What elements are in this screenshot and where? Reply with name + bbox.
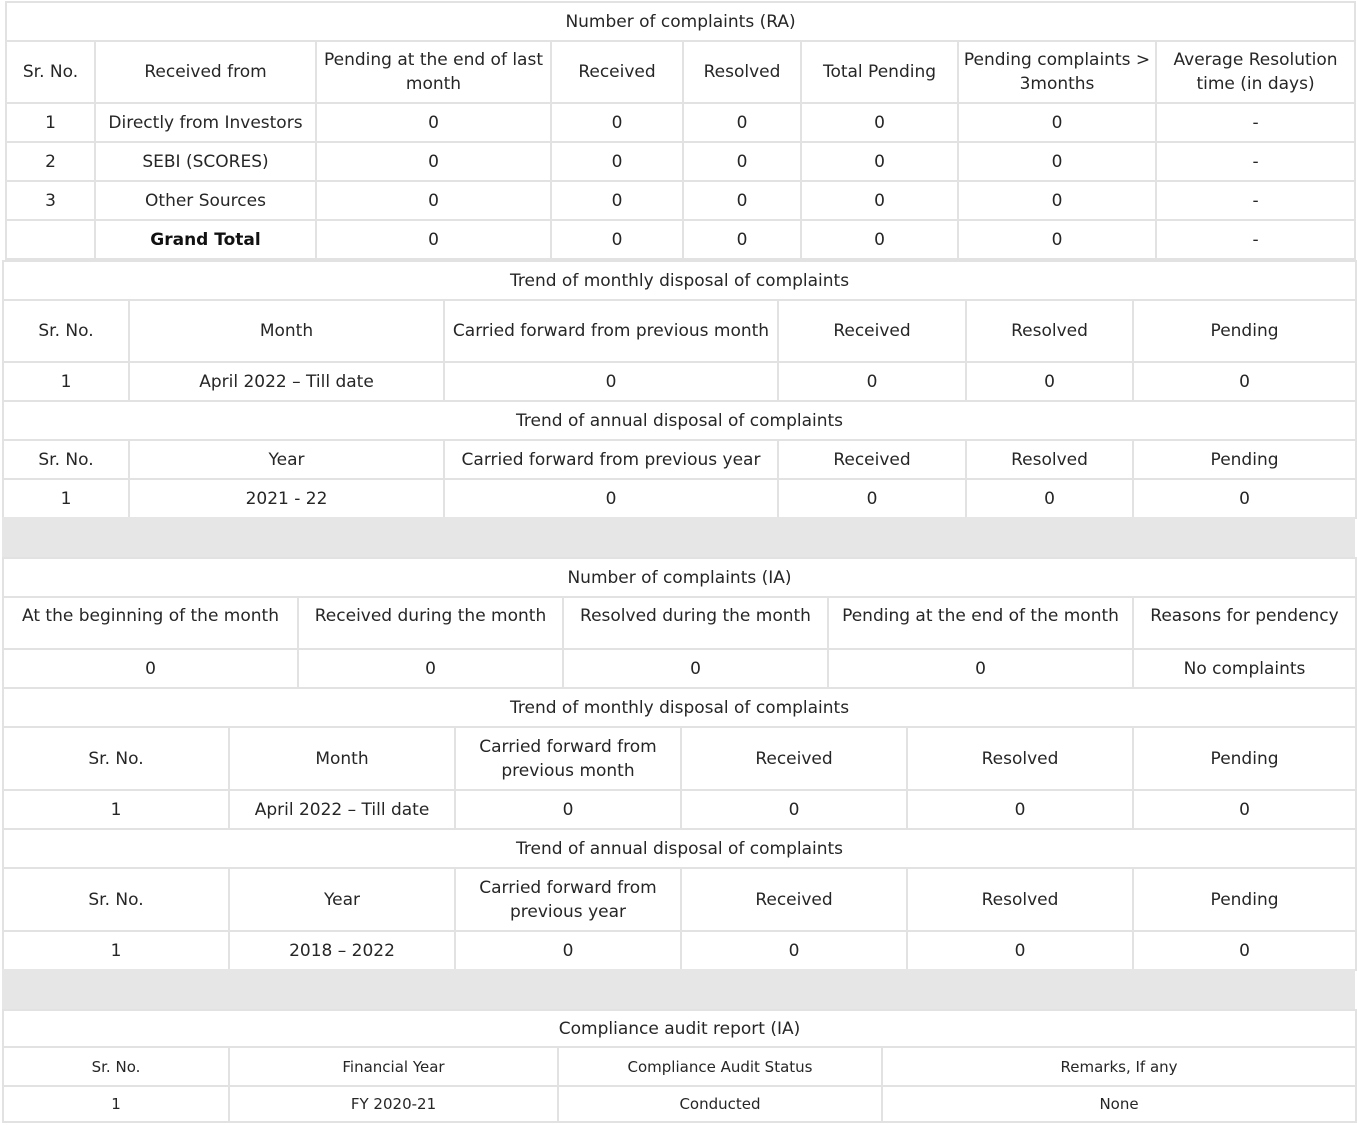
ra-annual-title: Trend of annual disposal of complaints (3, 401, 1356, 440)
audit-report-table (2, 1009, 1357, 1123)
table-cell: Conducted (558, 1086, 882, 1122)
table-cell: 0 (551, 142, 683, 181)
table-cell: 0 (1133, 362, 1356, 401)
table-cell: 1 (3, 362, 129, 401)
table-row (3, 479, 1356, 518)
table-row (3, 649, 1356, 688)
ra-monthly-title: Trend of monthly disposal of complaints (3, 261, 1356, 300)
col-header: Compliance Audit Status (558, 1047, 882, 1086)
ia-complaints-table (2, 557, 1357, 689)
col-header: Resolved (966, 440, 1133, 479)
ra-table-title: Number of complaints (RA) (6, 2, 1355, 41)
section-divider (2, 517, 1355, 557)
col-header: Carried forward from previous year (444, 440, 778, 479)
table-cell: 0 (681, 790, 907, 829)
table-cell: 0 (958, 142, 1156, 181)
table-cell: 0 (551, 220, 683, 259)
col-header: Received (778, 300, 966, 362)
col-header: Month (229, 727, 455, 790)
col-header: Received from (95, 41, 316, 103)
col-header: Total Pending (801, 41, 958, 103)
table-cell: 1 (3, 790, 229, 829)
col-header: Pending complaints > 3months (958, 41, 1156, 103)
col-header: Year (129, 440, 444, 479)
col-header: Sr. No. (3, 300, 129, 362)
table-cell: None (882, 1086, 1356, 1122)
table-cell: 0 (683, 181, 801, 220)
table-cell: - (1156, 142, 1355, 181)
table-cell: 2018 – 2022 (229, 931, 455, 970)
table-cell: 0 (778, 362, 966, 401)
col-header: Pending (1133, 868, 1356, 931)
col-header: Pending at the end of last month (316, 41, 551, 103)
ra-annual-header-row (3, 440, 1356, 479)
ia-monthly-header-row (3, 727, 1356, 790)
table-cell: 0 (316, 142, 551, 181)
col-header: Remarks, If any (882, 1047, 1356, 1086)
col-header: At the beginning of the month (3, 597, 298, 649)
col-header: Received during the month (298, 597, 563, 649)
col-header: Resolved (966, 300, 1133, 362)
table-cell: 0 (801, 220, 958, 259)
col-header: Carried forward from previous month (455, 727, 681, 790)
table-cell: Directly from Investors (95, 103, 316, 142)
col-header: Month (129, 300, 444, 362)
table-cell: - (1156, 103, 1355, 142)
table-cell: 0 (681, 931, 907, 970)
ra-header-row (6, 41, 1355, 103)
col-header: Received (778, 440, 966, 479)
col-header: Sr. No. (6, 41, 95, 103)
table-cell: 0 (298, 649, 563, 688)
col-header: Sr. No. (3, 727, 229, 790)
col-header: Carried forward from previous month (444, 300, 778, 362)
table-cell: 0 (778, 479, 966, 518)
table-row (3, 790, 1356, 829)
col-header: Received (551, 41, 683, 103)
table-cell: 0 (801, 181, 958, 220)
audit-table-title: Compliance audit report (IA) (3, 1010, 1356, 1047)
table-cell: 0 (828, 649, 1133, 688)
table-cell: 0 (683, 103, 801, 142)
col-header: Resolved (683, 41, 801, 103)
table-cell: 0 (316, 220, 551, 259)
table-cell: 0 (683, 220, 801, 259)
ia-monthly-title: Trend of monthly disposal of complaints (3, 688, 1356, 727)
table-cell: 0 (966, 362, 1133, 401)
table-cell: - (1156, 181, 1355, 220)
col-header: Pending (1133, 300, 1356, 362)
table-cell: 0 (966, 479, 1133, 518)
col-header: Pending (1133, 727, 1356, 790)
table-cell: 2 (6, 142, 95, 181)
table-cell: 0 (316, 103, 551, 142)
col-header: Resolved during the month (563, 597, 828, 649)
table-cell: 0 (444, 479, 778, 518)
table-cell: 0 (3, 649, 298, 688)
ia-header-row (3, 597, 1356, 649)
table-cell: 0 (958, 181, 1156, 220)
col-header: Received (681, 727, 907, 790)
col-header: Received (681, 868, 907, 931)
table-cell: 0 (683, 142, 801, 181)
table-cell: 0 (551, 103, 683, 142)
grand-total-row (6, 220, 1355, 259)
table-cell: 1 (3, 931, 229, 970)
table-row (6, 142, 1355, 181)
col-header: Sr. No. (3, 1047, 229, 1086)
audit-header-row (3, 1047, 1356, 1086)
table-cell: April 2022 – Till date (229, 790, 455, 829)
table-cell: 0 (563, 649, 828, 688)
grand-total-label: Grand Total (95, 220, 316, 259)
table-cell: 0 (316, 181, 551, 220)
table-cell: 0 (958, 220, 1156, 259)
table-cell: No complaints (1133, 649, 1356, 688)
table-cell: 0 (801, 142, 958, 181)
table-cell: April 2022 – Till date (129, 362, 444, 401)
ia-annual-title: Trend of annual disposal of complaints (3, 829, 1356, 868)
table-cell: 0 (907, 931, 1133, 970)
col-header: Pending (1133, 440, 1356, 479)
ia-trend-table (2, 687, 1357, 971)
table-cell: 1 (6, 103, 95, 142)
table-cell: 0 (1133, 790, 1356, 829)
table-cell: FY 2020-21 (229, 1086, 558, 1122)
col-header: Pending at the end of the month (828, 597, 1133, 649)
table-cell: 0 (1133, 479, 1356, 518)
col-header: Sr. No. (3, 868, 229, 931)
ra-monthly-header-row (3, 300, 1356, 362)
ia-annual-header-row (3, 868, 1356, 931)
table-row (6, 181, 1355, 220)
col-header: Year (229, 868, 455, 931)
table-cell: 2021 - 22 (129, 479, 444, 518)
table-cell: 3 (6, 181, 95, 220)
col-header: Resolved (907, 727, 1133, 790)
table-cell: 1 (3, 1086, 229, 1122)
table-cell: 0 (551, 181, 683, 220)
table-cell: 0 (801, 103, 958, 142)
table-cell: Other Sources (95, 181, 316, 220)
table-cell: SEBI (SCORES) (95, 142, 316, 181)
table-cell: 0 (455, 790, 681, 829)
table-row (3, 1086, 1356, 1122)
ra-complaints-table (5, 1, 1356, 260)
col-header: Reasons for pendency (1133, 597, 1356, 649)
table-cell: 1 (3, 479, 129, 518)
col-header: Carried forward from previous year (455, 868, 681, 931)
table-row (3, 362, 1356, 401)
table-row (6, 103, 1355, 142)
col-header: Resolved (907, 868, 1133, 931)
table-row (3, 931, 1356, 970)
col-header: Financial Year (229, 1047, 558, 1086)
table-cell: 0 (455, 931, 681, 970)
ra-trend-table (2, 260, 1357, 519)
ia-table-title: Number of complaints (IA) (3, 558, 1356, 597)
section-divider (2, 969, 1355, 1009)
table-cell: 0 (444, 362, 778, 401)
table-cell: 0 (958, 103, 1156, 142)
col-header: Sr. No. (3, 440, 129, 479)
table-cell: 0 (1133, 931, 1356, 970)
table-cell: 0 (907, 790, 1133, 829)
table-cell: - (1156, 220, 1355, 259)
col-header: Average Resolution time (in days) (1156, 41, 1355, 103)
table-cell (6, 220, 95, 259)
